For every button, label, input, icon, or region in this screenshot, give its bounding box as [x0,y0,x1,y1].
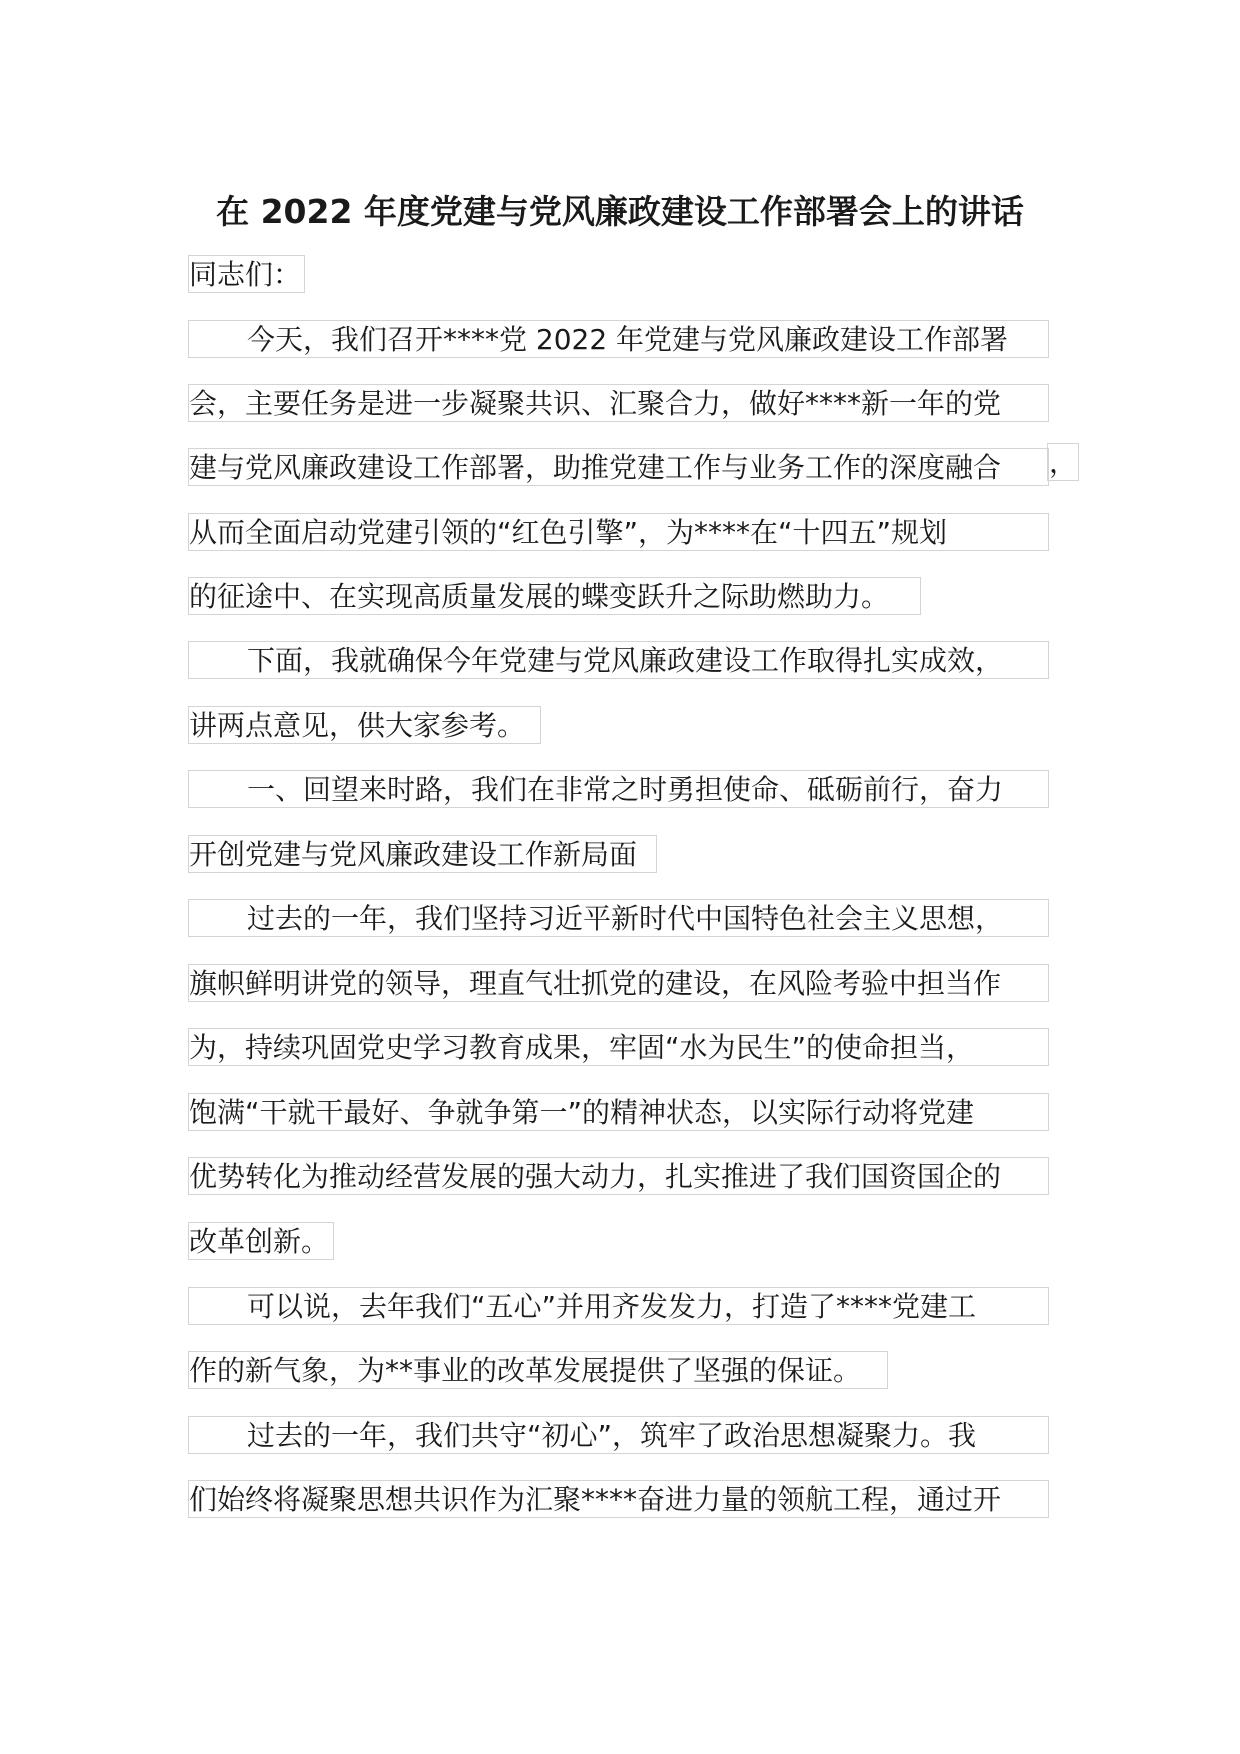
paragraph-line: 的征途中、在实现高质量发展的蝶变跃升之际助燃助力。 [188,577,921,615]
paragraph-line: 讲两点意见，供大家参考。 [188,706,541,744]
section-heading-line: 一、回望来时路，我们在非常之时勇担使命、砥砺前行，奋力 [188,770,1049,808]
paragraph-line: 可以说，去年我们“五心”并用齐发发力，打造了****党建工 [188,1287,1049,1325]
paragraph-line: 作的新气象，为**事业的改革发展提供了坚强的保证。 [188,1351,888,1389]
paragraph-line: 改革创新。 [188,1222,334,1260]
overflow-punctuation: ， [1047,443,1079,481]
paragraph-line: 优势转化为推动经营发展的强大动力，扎实推进了我们国资国企的 [188,1157,1049,1195]
paragraph-line: 过去的一年，我们共守“初心”，筑牢了政治思想凝聚力。我 [188,1416,1049,1454]
paragraph-line: 从而全面启动党建引领的“红色引擎”，为****在“十四五”规划 [188,513,1049,551]
paragraph-line: 过去的一年，我们坚持习近平新时代中国特色社会主义思想， [188,899,1049,937]
paragraph-line: 建与党风廉政建设工作部署，助推党建工作与业务工作的深度融合 [188,448,1049,486]
paragraph-line: 为，持续巩固党史学习教育成果，牢固“水为民生”的使命担当， [188,1028,1049,1066]
paragraph-line: 饱满“干就干最好、争就争第一”的精神状态，以实际行动将党建 [188,1093,1049,1131]
salutation-line: 同志们： [188,255,305,293]
paragraph-line: 会，主要任务是进一步凝聚共识、汇聚合力，做好****新一年的党 [188,384,1049,422]
paragraph-line: 下面，我就确保今年党建与党风廉政建设工作取得扎实成效， [188,641,1049,679]
document-title: 在 2022 年度党建与党风廉政建设工作部署会上的讲话 [216,192,1024,231]
paragraph-line: 今天，我们召开****党 2022 年党建与党风廉政建设工作部署 [188,320,1049,358]
section-heading-line: 开创党建与党风廉政建设工作新局面 [188,835,657,873]
paragraph-line: 旗帜鲜明讲党的领导，理直气壮抓党的建设，在风险考验中担当作 [188,964,1049,1002]
paragraph-line: 们始终将凝聚思想共识作为汇聚****奋进力量的领航工程，通过开 [188,1480,1049,1518]
